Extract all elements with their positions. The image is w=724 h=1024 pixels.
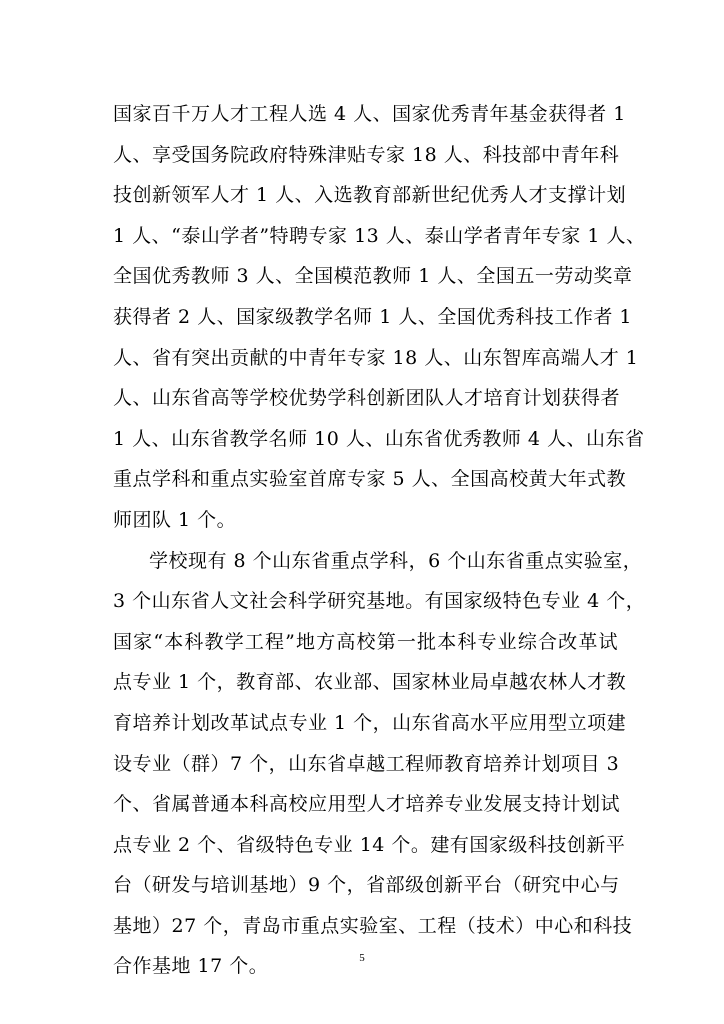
paragraph-2-line-1: 学校现有 8 个山东省重点学科，6 个山东省重点实验室， <box>149 549 643 572</box>
paragraph-2-line-7: 个、省属普通本科高校应用型人才培养专业发展支持计划试 <box>113 793 621 816</box>
paragraph-2-line-10: 基地）27 个，青岛市重点实验室、工程（技术）中心和科技 <box>113 914 633 937</box>
paragraph-1-line-5: 全国优秀教师 3 人、全国模范教师 1 人、全国五一劳动奖章 <box>113 265 633 288</box>
paragraph-1-line-6: 获得者 2 人、国家级教学名师 1 人、全国优秀科技工作者 1 <box>113 305 632 328</box>
paragraph-1-line-11: 师团队 1 个。 <box>113 508 237 531</box>
paragraph-1-line-1: 国家百千万人才工程人选 4 人、国家优秀青年基金获得者 1 <box>113 103 626 125</box>
page-number: 5 <box>359 952 365 964</box>
paragraph-2-line-5: 育培养计划改革试点专业 1 个，山东省高水平应用型立项建 <box>113 711 627 734</box>
body-text <box>113 94 646 987</box>
paragraph-1-line-8: 人、山东省高等学校优势学科创新团队人才培育计划获得者 <box>113 387 621 410</box>
paragraph-2-line-2: 3 个山东省人文社会科学研究基地。有国家级特色专业 4 个， <box>113 590 646 613</box>
paragraph-1-line-9: 1 人、山东省教学名师 10 人、山东省优秀教师 4 人、山东省 <box>113 427 645 450</box>
paragraph-2-line-8: 点专业 2 个、省级特色专业 14 个。建有国家级科技创新平 <box>113 833 626 856</box>
paragraph-1-line-3: 技创新领军人才 1 人、入选教育部新世纪优秀人才支撑计划 <box>113 184 627 207</box>
paragraph-2-line-9: 台（研发与培训基地）9 个，省部级创新平台（研究中心与 <box>113 874 620 897</box>
paragraph-2-line-3: 国家“本科教学工程”地方高校第一批本科专业综合改革试 <box>113 630 618 653</box>
paragraph-2-line-4: 点专业 1 个，教育部、农业部、国家林业局卓越农林人才教 <box>113 671 627 694</box>
paragraph-1-line-7: 人、省有突出贡献的中青年专家 18 人、山东智库高端人才 1 <box>113 346 639 369</box>
paragraph-1-line-10: 重点学科和重点实验室首席专家 5 人、全国高校黄大年式教 <box>113 468 627 491</box>
paragraph-2-line-6: 设专业（群）7 个，山东省卓越工程师教育培养计划项目 3 <box>113 752 620 775</box>
paragraph-1-line-2: 人、享受国务院政府特殊津贴专家 18 人、科技部中青年科 <box>113 143 620 166</box>
paragraph-1-line-4: 1 人、“泰山学者”特聘专家 13 人、泰山学者青年专家 1 人、 <box>113 224 646 247</box>
paragraph-2-line-11: 合作基地 17 个。 <box>113 955 269 978</box>
